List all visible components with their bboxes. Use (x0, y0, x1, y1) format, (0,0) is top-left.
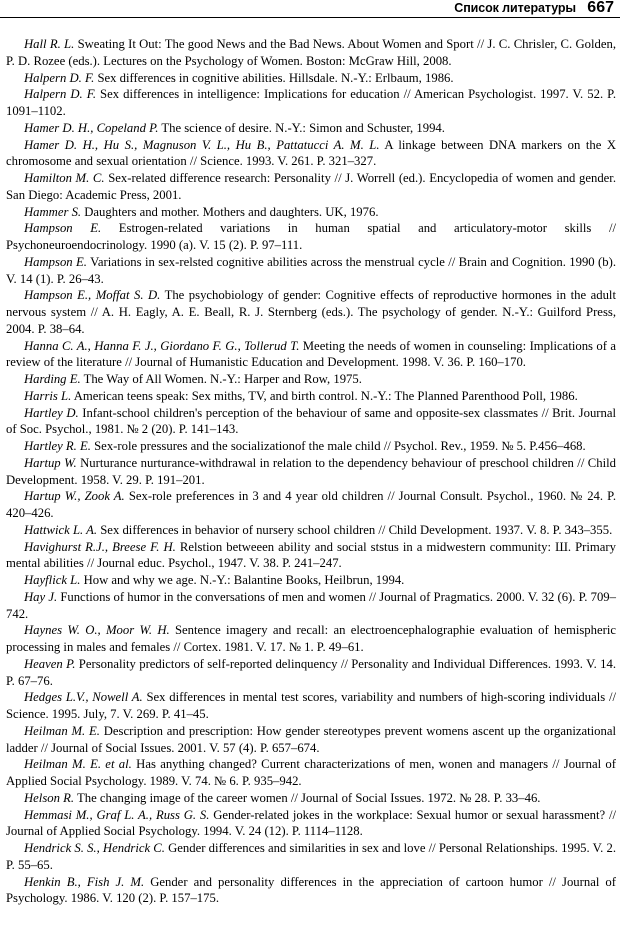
reference-entry (6, 656, 616, 690)
reference-entry (6, 790, 616, 807)
reference-entry (6, 36, 616, 70)
reference-text: The Way of All Women. N.-Y.: Harper and Row, 1975. (83, 372, 362, 386)
reference-entry (6, 689, 616, 723)
reference-author: Helson R. (24, 790, 75, 805)
reference-author: Hendrick S. S., Hendrick C. (24, 841, 165, 855)
reference-entry (6, 204, 616, 221)
reference-entry (6, 287, 616, 337)
reference-author: Harding E. (24, 372, 81, 386)
reference-text: Sex differences in mental test scores, variability and numbers of high-scoring individuals // Science. 1995. July, 7. V. 269. P. 41–45. (6, 690, 617, 721)
reference-text: Estrogen-related variations in human spatial and articulatory-motor skills // Psychoneuroendocrinology. 1990 (a). V. 15 (2). P. 97–111. (6, 221, 617, 252)
reference-author: Hall R. L. (24, 37, 75, 51)
reference-text: The science of desire. N.-Y.: Simon and Schuster, 1994. (161, 120, 445, 135)
reference-entry (6, 405, 616, 439)
reference-entry (6, 254, 616, 288)
reference-text: Sex differences in behavior of nursery school children // Child Development. 1937. V. 8. P. 343–355. (100, 522, 613, 537)
reference-author: Hartley D. (24, 405, 79, 420)
reference-entry (6, 840, 616, 874)
reference-text: Sentence imagery and recall: an electroencephalographie evaluation of hemispheric processing in males and females // Cortex. 1981. V. 17. № 1. P. 49–61. (6, 623, 617, 654)
running-header (0, 0, 620, 22)
reference-author: Hampson E. (24, 254, 87, 269)
reference-text: How and why we age. N.-Y.: Balantine Books, Heilbrun, 1994. (83, 573, 405, 587)
reference-text: Personality predictors of self-reported delinquency // Personality and Individual Differences. 1993. V. 14. P. 67–76. (6, 656, 616, 688)
reference-author: Heilman M. E. et al. (24, 757, 132, 772)
reference-author: Hartley R. E. (24, 439, 91, 453)
reference-author: Hanna C. A., Hanna F. J., Giordano F. G., Tollerud T. (24, 338, 300, 353)
reference-entry (6, 120, 616, 137)
reference-text: Relstion betweeen ability and social ststus in a midwestern community: Ш. Primary mental abilities // Journal educ. Psychol., 1947. V. 38. P. 241–247. (6, 539, 616, 571)
reference-entry (6, 572, 616, 589)
reference-text: Sex differences in intelligence: Implications for education // American Psychologist. 1997. V. 52. P. 1091–1102. (6, 87, 616, 118)
reference-entry (6, 622, 616, 656)
reference-entry (6, 70, 616, 87)
reference-author: Hedges L.V., Nowell A. (24, 690, 143, 705)
reference-text: Variations in sex-relsted cognitive abilities across the menstrual cycle // Brain and Cognition. 1990 (b). V. 14 (1). P. 26–43. (6, 254, 617, 286)
reference-text: Description and prescription: How gender stereotypes prevent womens ascent up the organizational ladder // Journal of Social Issues. 2001. V. 57 (4). P. 657–674. (6, 723, 617, 755)
reference-author: Hemmasi M., Graf L. A., Russ G. S. (24, 807, 210, 822)
reference-entry (6, 220, 616, 254)
reference-entry (6, 488, 616, 522)
reference-author: Halpern D. F. (24, 87, 96, 102)
reference-entry (6, 589, 616, 623)
reference-text: Functions of humor in the conversations of men and women // Journal of Pragmatics. 2000. V. 32 (6). P. 709–742. (6, 589, 616, 621)
reference-text: Has anything changed? Current characterizations of men, wonen and managers // Journal of Applied Social Psychology. 1989. V. 74. № 6. P. 935–942. (6, 757, 616, 788)
reference-list (6, 36, 616, 907)
reference-author: Hartup W. (24, 455, 77, 470)
reference-entry (6, 388, 616, 405)
reference-entry (6, 455, 616, 489)
reference-text: Nurturance nurturance-withdrawal in relation to the dependency behaviour of preschool children // Child Development. 1958. V. 29. P. 191–201. (6, 455, 616, 487)
reference-entry (6, 371, 616, 388)
reference-text: Sweating It Out: The good News and the Bad News. About Women and Sport // J. C. Chrisler, C. Golden, P. D. Rozee (eds.). Lectures on the Psychology of Women. Boston: McGraw Hill, 2008. (6, 37, 616, 68)
reference-author: Hamer D. H., Copeland P. (24, 120, 159, 135)
reference-author: Henkin B., Fish J. M. (24, 874, 145, 889)
reference-author: Hamilton M. C. (24, 171, 105, 185)
reference-author: Halpern D. F. (24, 70, 95, 85)
reference-entry (6, 338, 616, 372)
reference-author: Hay J. (24, 589, 58, 604)
reference-author: Hampson E. (24, 221, 102, 236)
reference-entry (6, 522, 616, 539)
reference-text: Gender-related jokes in the workplace: Sexual humor or sexual harassment? // Journal of Applied Social Psychology. 1994. V. 24 (12). P. 1114–1128. (6, 807, 616, 839)
reference-text: Sex-related difference research: Personality // J. Worrell (ed.). Encyclopedia of women and gender. San Diego: Academic Press, 2001. (6, 171, 617, 202)
reference-entry (6, 723, 616, 757)
reference-entry (6, 170, 616, 204)
reference-entry (6, 86, 616, 120)
reference-author: Hayflick L. (24, 573, 81, 587)
reference-author: Hartup W., Zook A. (24, 489, 125, 504)
reference-author: Hampson E., Moffat S. D. (24, 288, 161, 303)
reference-author: Harris L. (24, 388, 72, 403)
reference-text: The psychobiology of gender: Cognitive effects of reproductive hormones in the adult nervous system // A. H. Eagly, A. E. Beall, R. J. Sternberg (eds.). The psychology of gender. N.-Y.: Guilford Press, 2004. P. 38–64. (6, 288, 616, 336)
reference-entry (6, 756, 616, 790)
reference-author: Hamer D. H., Hu S., Magnuson V. L., Hu B., Pattatucci A. M. L. (24, 137, 380, 152)
reference-author: Heilman M. E. (24, 723, 100, 738)
section-title: Список литературы (454, 1, 576, 15)
header-rule (0, 17, 620, 18)
reference-entry (6, 807, 616, 841)
page-number: 667 (587, 0, 614, 16)
reference-text: Sex-role pressures and the socializationof the male child // Psychol. Rev., 1959. № 5. P.456–468. (94, 439, 586, 453)
reference-author: Haynes W. O., Moor W. H. (24, 623, 170, 638)
reference-text: The changing image of the career women // Journal of Social Issues. 1972. № 28. P. 33–46. (77, 790, 541, 805)
reference-author: Hammer S. (24, 204, 82, 219)
reference-text: American teens speak: Sex miths, TV, and birth control. N.-Y.: The Planned Parenthood Poll, 1986. (73, 388, 578, 403)
reference-entry (6, 137, 616, 171)
reference-text: Sex-role preferences in 3 and 4 year old children // Journal Consult. Psychol., 1960. № 24. P. 420–426. (6, 489, 616, 520)
reference-text: Gender and personality differences in the appreciation of cartoon humor // Journal of Psychology. 1986. V. 120 (2). P. 157–175. (6, 874, 616, 906)
reference-entry (6, 874, 616, 908)
reference-text: Gender differences and similarities in sex and love // Personal Relationships. 1995. V. 2. P. 55–65. (6, 841, 617, 872)
reference-text: Meeting the needs of women in counseling: Implications of a review of the literature // Journal of Humanistic Education and Development. 1998. V. 36. P. 160–170. (6, 338, 616, 370)
reference-text: Infant-school children's perception of the behaviour of same and opposite-sex classmates // Brit. Journal of Soc. Psychol., 1981. № 2 (20). P. 141–143. (6, 405, 617, 437)
reference-text: Sex differences in cognitive abilities. Hillsdale. N.-Y.: Erlbaum, 1986. (97, 70, 454, 85)
reference-text: Daughters and mother. Mothers and daughters. UK, 1976. (84, 204, 379, 219)
reference-entry (6, 539, 616, 573)
reference-text: A linkage between DNA markers on the X chromosome and sexual orientation // Science. 1993. V. 261. P. 321–327. (6, 137, 616, 169)
reference-entry (6, 438, 616, 455)
reference-author: Heaven P. (24, 656, 76, 671)
reference-author: Havighurst R.J., Breese F. H. (24, 539, 176, 554)
reference-author: Hattwick L. A. (24, 522, 98, 537)
